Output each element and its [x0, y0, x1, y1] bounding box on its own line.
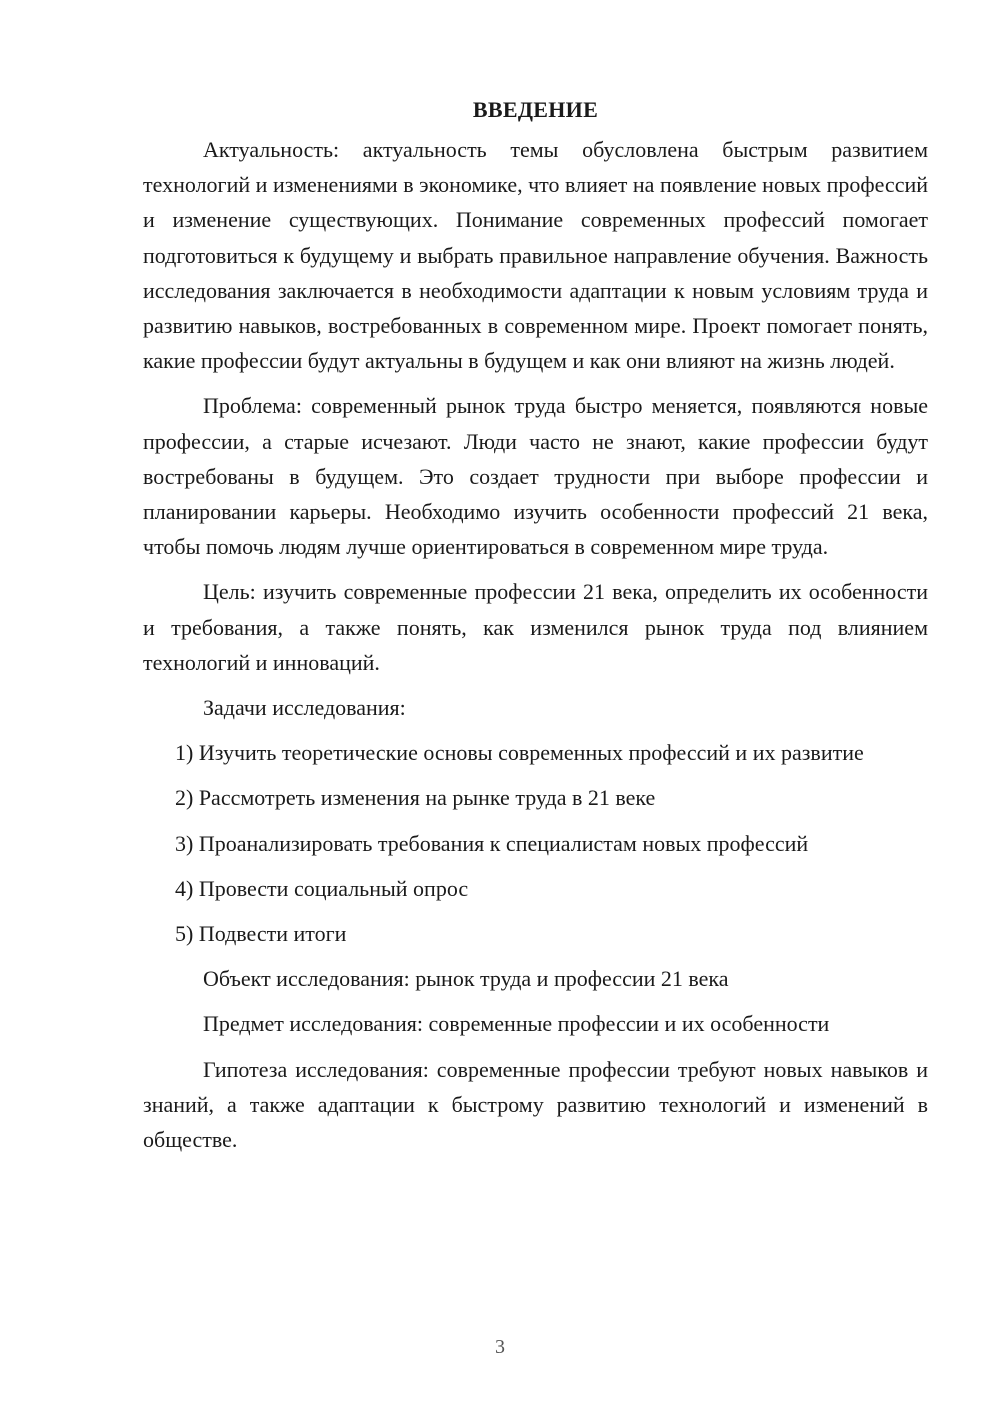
goal-paragraph: Цель: изучить современные профессии 21 века, определить их особенности и требования, а также понять, как изменился рынок труда под влиянием технологий и инноваций. — [143, 579, 928, 675]
document-page — [143, 92, 928, 1167]
subject-paragraph: Предмет исследования: современные профессии и их особенности — [203, 1011, 830, 1037]
section-heading: ВВЕДЕНИЕ — [472, 97, 599, 122]
relevance-paragraph: Актуальность: актуальность темы обусловлена быстрым развитием технологий и изменениями в экономике, что влияет на появление новых профессий и изменение существующих. Понимание современных профессий помогает подготовиться к будущему и выбрать правильное направление обучения. Важность исследования заключается в необходимости адаптации к новым условиям труда и развитию навыков, востребованных в современном мире. Проект помогает понять, какие профессии будут актуальны в будущем и как они влияют на жизнь людей. — [143, 137, 928, 374]
problem-paragraph: Проблема: современный рынок труда быстро меняется, появляются новые профессии, а старые исчезают. Люди часто не знают, какие профессии будут востребованы в будущем. Это создает трудности при выборе профессии и планировании карьеры. Необходимо изучить особенности профессий 21 века, чтобы помочь людям лучше ориентироваться в современном мире труда. — [143, 393, 928, 560]
task-item-4: 4) Провести социальный опрос — [175, 875, 469, 901]
object-paragraph: Объект исследования: рынок труда и профессии 21 века — [203, 966, 729, 992]
hypothesis-paragraph: Гипотеза исследования: современные профессии требуют новых навыков и знаний, а также адаптации к быстрому развитию технологий и изменений в обществе. — [143, 1056, 928, 1153]
task-item-3: 3) Проанализировать требования к специалистам новых профессий — [175, 830, 809, 856]
task-item-1: 1) Изучить теоретические основы современных профессий и их развитие — [175, 740, 864, 766]
page-number: 3 — [495, 1336, 505, 1358]
tasks-title: Задачи исследования: — [203, 695, 406, 721]
task-item-2: 2) Рассмотреть изменения на рынке труда в 21 веке — [175, 785, 656, 811]
task-item-5: 5) Подвести итоги — [175, 921, 347, 947]
